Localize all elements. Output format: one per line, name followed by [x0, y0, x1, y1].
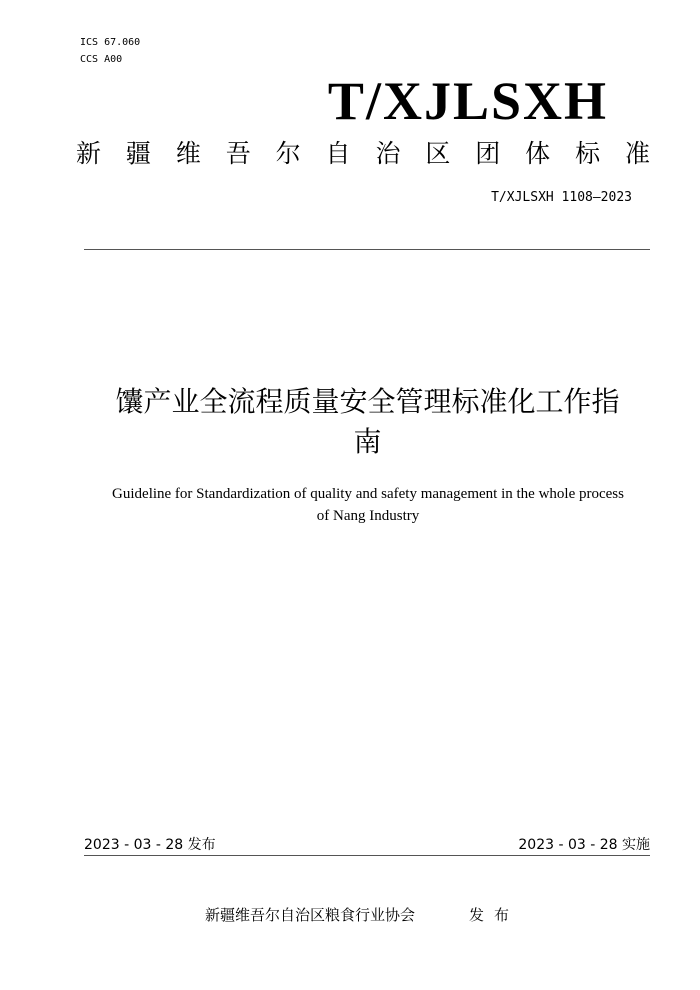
org-char: 尔	[275, 139, 301, 168]
header-divider	[84, 249, 650, 250]
org-char: 团	[475, 139, 501, 168]
org-char: 吾	[225, 139, 251, 168]
document-title	[80, 382, 655, 462]
english-title-line-1: Guideline for Standardization of quality and safety management in the whole process	[112, 486, 624, 502]
org-char: 治	[375, 139, 401, 168]
title-line-2: 南	[353, 425, 382, 458]
ccs-code: CCS A00	[80, 54, 123, 65]
standard-number: T/XJLSXH 1108—2023	[491, 190, 632, 205]
classification-codes	[80, 34, 140, 68]
title-line-1: 馕产业全流程质量安全管理标准化工作指	[115, 385, 620, 418]
publisher-name: 新疆维吾尔自治区粮食行业协会	[205, 906, 416, 924]
issue-date: 2023 - 03 - 28 发布	[84, 837, 216, 853]
org-char: 准	[624, 139, 650, 168]
english-title-line-2: of Nang Industry	[316, 508, 420, 524]
publish-label: 发布	[469, 906, 520, 924]
ics-code: ICS 67.060	[80, 37, 141, 48]
org-char: 体	[525, 139, 551, 168]
footer-divider	[84, 855, 650, 856]
org-char: 疆	[125, 139, 151, 168]
organization-standard-name	[76, 134, 650, 174]
org-char: 维	[175, 139, 201, 168]
english-title	[78, 483, 658, 527]
org-char: 新	[76, 139, 102, 168]
org-char: 标	[575, 139, 601, 168]
org-char: 区	[425, 139, 451, 168]
standard-brand-code: T/XJLSXH	[327, 71, 608, 131]
implement-date: 2023 - 03 - 28 实施	[518, 837, 650, 853]
org-char: 自	[325, 139, 351, 168]
